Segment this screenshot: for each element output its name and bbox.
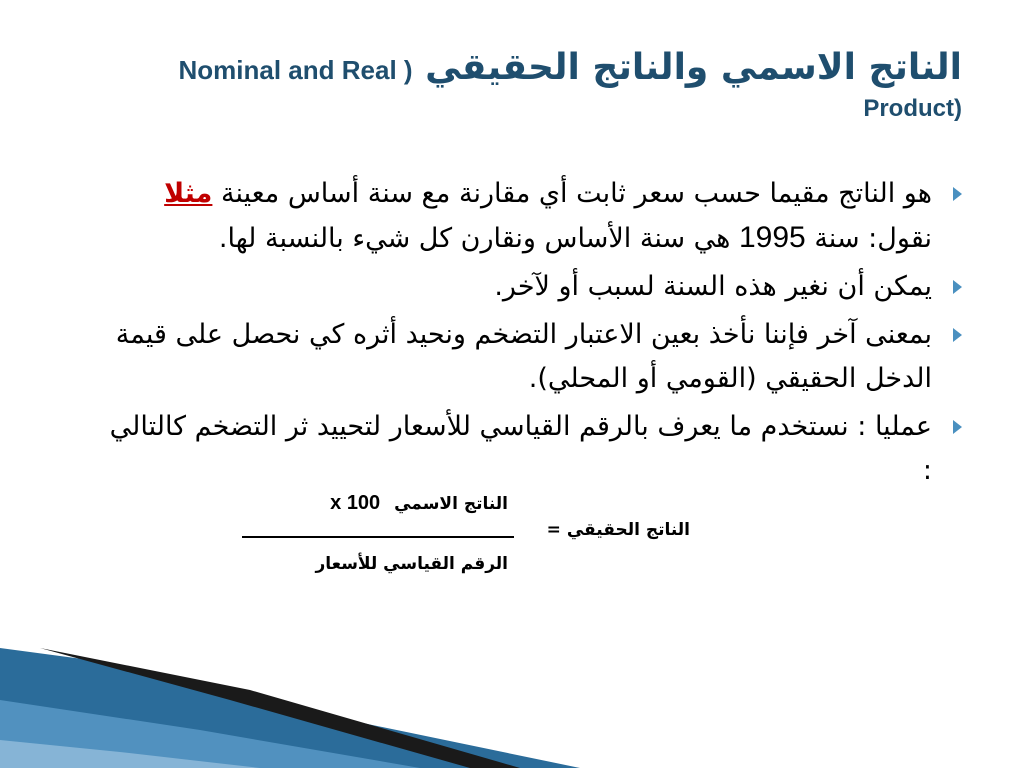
title-latin-part1: ( Nominal and Real bbox=[178, 55, 413, 85]
multiplier: 100 x bbox=[330, 492, 381, 514]
bullet-text: عمليا : نستخدم ما يعرف بالرقم القياسي للأسعار لتحييد ثر التضخم كالتالي : bbox=[109, 411, 932, 486]
bullet-text-middle: نقول: سنة bbox=[805, 223, 932, 254]
title-arabic: الناتج الاسمي والناتج الحقيقي bbox=[425, 47, 962, 88]
bullet-text-after: هي سنة الأساس ونقارن كل شيء بالنسبة لها. bbox=[218, 223, 739, 254]
numerator-label: الناتج الاسمي bbox=[394, 494, 508, 514]
formula-denominator: الرقم القياسي للأسعار bbox=[315, 554, 508, 574]
bullet-text-before: هو الناتج مقيما حسب سعر ثابت أي مقارنة مع سنة أساس معينة bbox=[212, 178, 932, 209]
title-latin-part2: (Product bbox=[863, 95, 962, 122]
bullet-text: بمعنى آخر فإننا نأخذ بعين الاعتبار التضخم ونحيد أثره كي نحصل على قيمة الدخل الحقيقي (القومي أو المحلي). bbox=[115, 319, 932, 394]
base-year: 1995 bbox=[739, 221, 806, 254]
highlight-example: مثلا bbox=[164, 178, 213, 209]
formula-lhs: الناتج الحقيقي = bbox=[546, 520, 690, 540]
bullet-text: يمكن أن نغير هذه السنة لسبب أو لآخر. bbox=[494, 271, 932, 302]
